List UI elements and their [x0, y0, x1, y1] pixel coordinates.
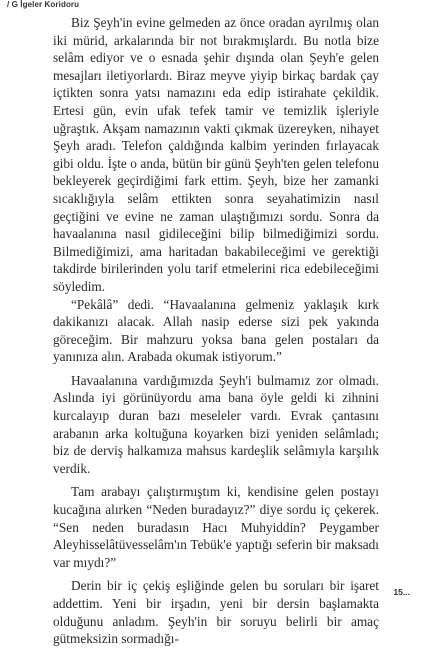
- paragraph-2: “Pekâlâ” dedi. “Havaalanına gelmeniz yaklaşık kırk dakikanızı alacak. Allah nasip ederse sizi pek yakında göreceğim. Bir mahzuru yoksa bana gelen postaları da yanınıza alın. Arabada okumak istiyorum.”: [53, 296, 379, 365]
- body-text: [53, 14, 379, 648]
- paragraph-1: Biz Şeyh'in evine gelmeden az önce oradan ayrılmış olan iki mürid, arkalarında bir not bırakmışlardı. Bu notla bize selâm ediyor ve o esnada şehir dışında olan Şeyh'e gelen mesajları iletiyorlardı. Biraz meyve yiyip birkaç bardak çay içtikten sonra yatsı namazını eda edip istirahate çekildik. Ertesi gün, evin ufak tefek tamir ve temizlik işleriyle uğraştık. Akşam namazının vakti çıkmak üzereyken, nihayet Şeyh aradı. Telefon çaldığında kalbim yerinden fırlayacak gibi oldu. İşte o anda, bütün bir günü Şeyh'ten gelen telefonu bekleyerek geçirdiğimi fark ettim. Şeyh, bize her zamanki sıcaklığıyla selâm ettikten sonra seyahatimizin nasıl geçtiğini ve evine ne zaman ulaştığımızı sordu. Sonra da havaalanına nasıl gidileceğini bilip bilmediğimizi sordu. Bilmediğimizi, ama haritadan bakabileceğimi ve gerektiği takdirde birilerinden yolu tarif etmelerini rica edebileceğimi söyledim.: [53, 15, 379, 294]
- paragraph-5: Derin bir iç çekiş eşliğinde gelen bu soruları bir işaret addettim. Yeni bir irşadın, yeni bir dersin başlamakta olduğunu anladım. Şeyh'in bir soruyu belirli bir amaç gütmeksizin sormadığı-: [53, 578, 379, 647]
- running-title: / G İgeler Koridoru: [7, 0, 80, 9]
- paragraph-3: Havaalanına vardığımızda Şeyh'i bulmamız zor olmadı. Aslında iyi görünüyordu ama bana öyle geldi ki zihnini kurcalayıp duran bazı meseleler vardı. Evrak çantasını arabanın arka koltuğuna koyarken bizi yeniden selâmladı; biz de derviş halkamıza mahsus kardeşlik selâmıyla karşılık verdik.: [53, 372, 379, 476]
- running-header: [7, 0, 79, 9]
- page-number: 15...: [393, 587, 410, 597]
- paragraph-4: Tam arabayı çalıştırmıştım ki, kendisine gelen postayı kucağına alırken “Neden buradayız?” diye sordu iç çekerek. “Sen neden buradasın Hacı Muhyiddin? Peygamber Aleyhisselâtüvesselâm'ın Tebük'e yaptığı seferin bir maksadı var mıydı?”: [53, 484, 379, 570]
